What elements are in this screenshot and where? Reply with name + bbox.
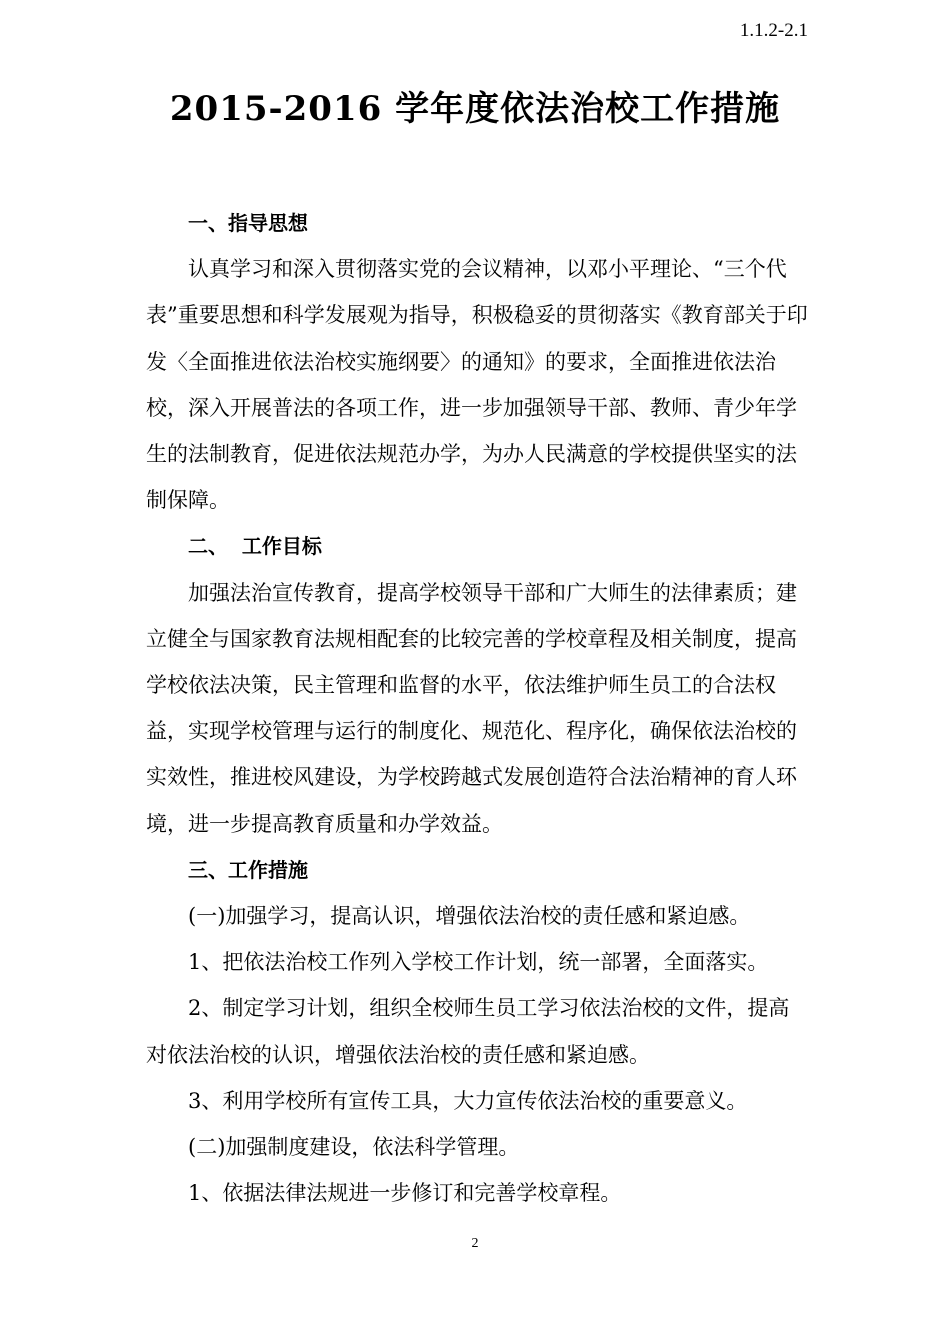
paragraph-work-goals: 加强法治宣传教育，提高学校领导干部和广大师生的法律素质；建立健全与国家教育法规相配套的比较完善的学校章程及相关制度，提高学校依法决策，民主管理和监督的水平，依法维护师生员工的合法权益，实现学校管理与运行的制度化、规范化、程序化，确保依法治校的实效性，推进校风建设，为学校跨越式发展创造符合法治精神的育人环境，进一步提高教育质量和办学效益。 — [146, 580, 797, 836]
list-item-3: 3、利用学校所有宣传工具，大力宣传依法治校的重要意义。 — [188, 1088, 748, 1113]
section-heading-guiding-ideology: 一、指导思想 — [188, 211, 308, 235]
list-item-4: 1、依据法律法规进一步修订和完善学校章程。 — [188, 1181, 622, 1206]
document-title: 2015-2016 学年度依法治校工作措施 — [169, 89, 781, 129]
list-item-1: 1、把依法治校工作列入学校工作计划，统一部署，全面落实。 — [188, 950, 769, 975]
document-body — [146, 200, 808, 1216]
subsection-heading-1: (一)加强学习，提高认识，增强依法治校的责任感和紧迫感。 — [188, 904, 751, 929]
page-number: 2 — [471, 1236, 479, 1251]
document-code: 1.1.2-2.1 — [739, 20, 808, 41]
section-heading-work-goals: 二、 工作目标 — [188, 534, 322, 559]
list-item-2: 2、制定学习计划，组织全校师生员工学习依法治校的文件，提高对依法治校的认识，增强依法治校的责任感和紧迫感。 — [146, 996, 790, 1067]
subsection-heading-2: (二)加强制度建设，依法科学管理。 — [188, 1135, 520, 1160]
section-heading-work-measures: 三、工作措施 — [188, 857, 308, 882]
paragraph-guiding-ideology: 认真学习和深入贯彻落实党的会议精神，以邓小平理论、“三个代表”重要思想和科学发展观为指导，积极稳妥的贯彻落实《教育部关于印发〈全面推进依法治校实施纲要〉的通知》的要求，全面推进依法治校，深入开展普法的各项工作，进一步加强领导干部、教师、青少年学生的法制教育，促进依法规范办学，为办人民满意的学校提供坚实的法制保障。 — [146, 257, 808, 513]
